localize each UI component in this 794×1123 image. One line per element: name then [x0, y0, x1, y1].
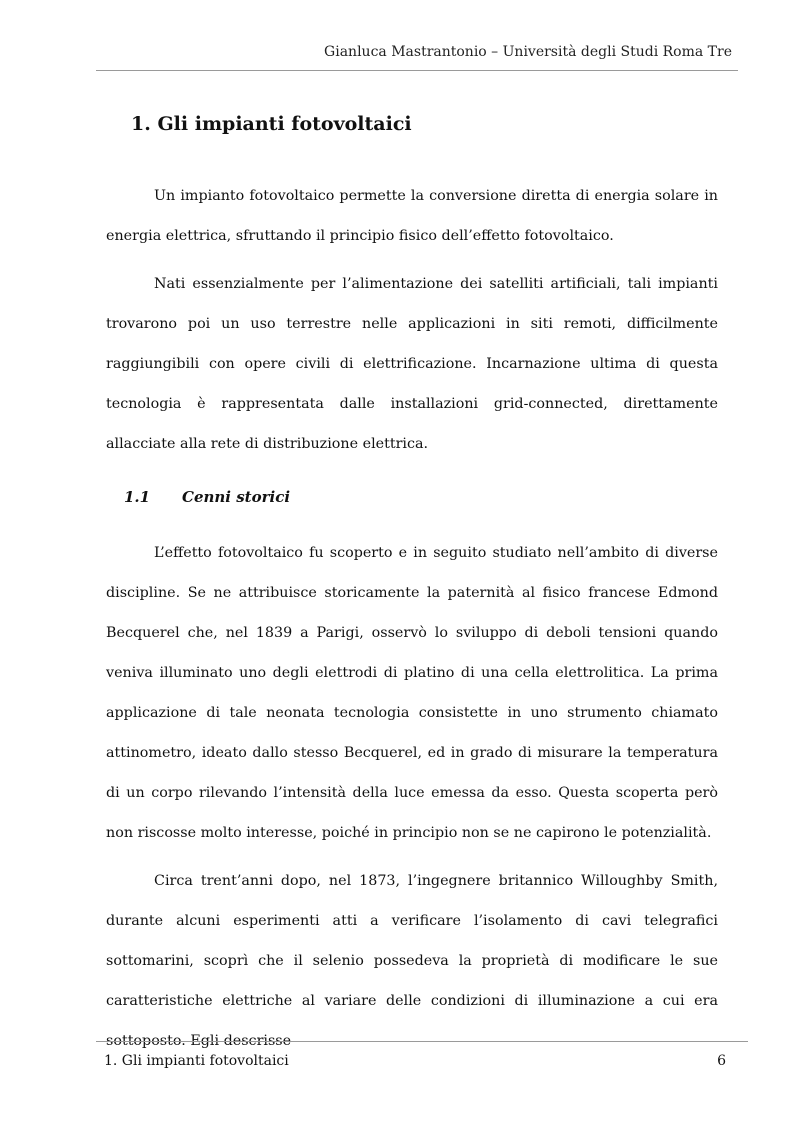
section-number: 1.1 — [124, 488, 151, 506]
running-header: Gianluca Mastrantonio – Università degli Studi Roma Tre — [324, 44, 732, 60]
section-title: Cenni storici — [182, 488, 291, 506]
paragraph-smith: Circa trent’anni dopo, nel 1873, l’ingegnere britannico Willoughby Smith, durante alcuni esperimenti atti a verificare l’isolamento di cavi telegrafici sottomarini, scoprì che il selenio possedeva la proprietà di modificare le sue caratteristiche elettriche al variare delle condizioni di illuminazione a cui era sottoposto. Egli descrisse — [106, 873, 718, 1049]
page-number: 6 — [717, 1053, 726, 1069]
footer-chapter-label: 1. Gli impianti fotovoltaici — [104, 1053, 289, 1069]
paragraph-satellites: Nati essenzialmente per l’alimentazione dei satelliti artificiali, tali impianti trovarono poi un uso terrestre nelle applicazioni in siti remoti, difficilmente raggiungibili con opere civili di elettrificazione. Incarnazione ultima di questa tecnologia è rappresentata dalle installazioni grid-connected, direttamente allacciate alla rete di distribuzione elettrica. — [106, 276, 718, 452]
header-divider — [96, 70, 738, 71]
footer-divider — [96, 1041, 748, 1042]
paragraph-intro: Un impianto fotovoltaico permette la conversione diretta di energia solare in energia elettrica, sfruttando il principio fisico dell’effetto fotovoltaico. — [106, 188, 718, 244]
paragraph-becquerel: L’effetto fotovoltaico fu scoperto e in seguito studiato nell’ambito di diverse discipline. Se ne attribuisce storicamente la paternità al fisico francese Edmond Becquerel che, nel 1839 a Parigi, osservò lo sviluppo di deboli tensioni quando veniva illuminato uno degli elettrodi di platino di una cella elettrolitica. La prima applicazione di tale neonata tecnologia consistette in uno strumento chiamato attinometro, ideato dallo stesso Becquerel, ed in grado di misurare la temperatura di un corpo rilevando l’intensità della luce emessa da esso. Questa scoperta però non riscosse molto interesse, poiché in principio non se ne capirono le potenzialità. — [106, 545, 718, 841]
section-heading — [124, 488, 290, 506]
chapter-title: 1. Gli impianti fotovoltaici — [131, 113, 412, 135]
